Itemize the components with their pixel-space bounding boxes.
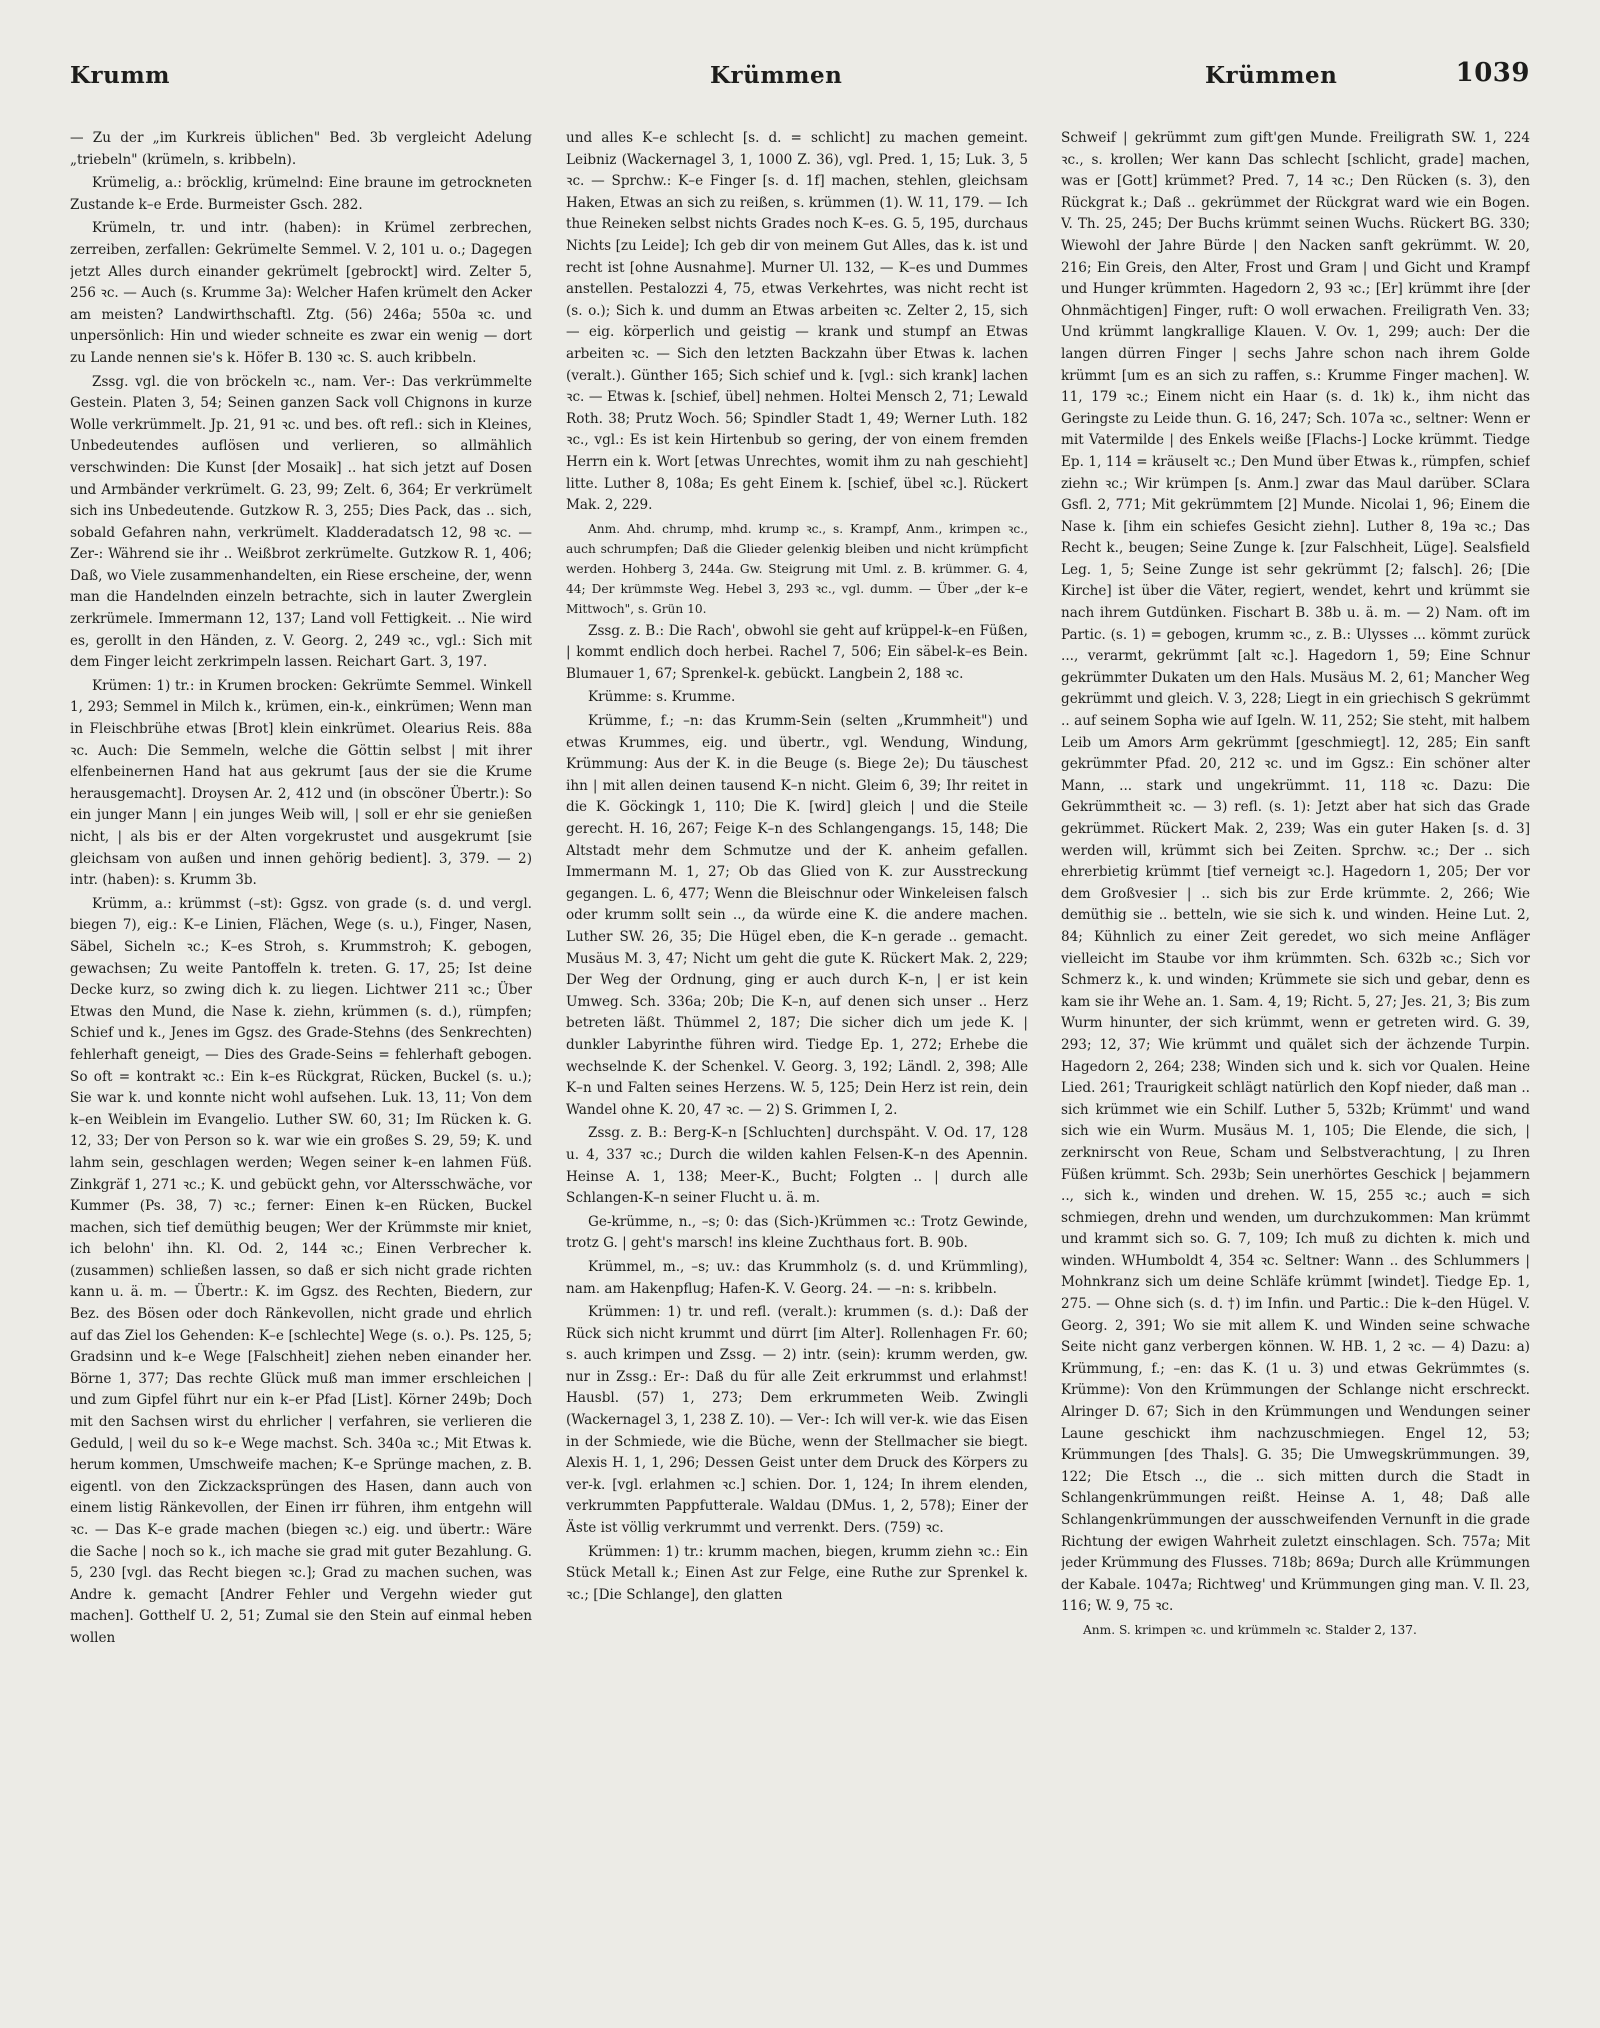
entry-paragraph: Krümm, a.: krümmst (–st): Ggsz. von grade (s. d. und vergl. biegen 7), eig.: K–e Linien, Flächen, Wege (s. u.), Finger, Nasen, Säbel, Sicheln ꝛc.; K–es Stroh, s. Krummstroh; K. gebogen, gewachsen; Zu weite Pantoffeln k. treten. G. 17, 25; Ist deine Decke kurz, so zwing dich k. zu liegen. Lichtwer 211 ꝛc.; Über Etwas den Mund, die Nase k. ziehn, krümmen (s. d.), rümpfen; Schief und k., Jenes im Ggsz. des Grade-Stehns (des Senkrechten) fehlerhaft geneigt, — Dies des Grade-Seins = fehlerhaft gebogen. So oft = kontrakt ꝛc.: Ein k–es Rückgrat, Rücken, Buckel (s. u.); Sie war k. und konnte nicht wohl aufsehen. Luk. 13, 11; Von dem k–en Weiblein im Evangelio. Luther SW. 60, 31; Im Rücken k. G. 12, 33; Der von Person so k. war wie ein großes S. 29, 59; K. und lahm sein, geschlagen werden; Wegen seiner k–en lahmen Füß. Zinkgräf 1, 271 ꝛc.; K. und gebückt gehn, vor Altersschwäche, vor Kummer (Ps. 38, 7) ꝛc.; ferner: Einen k–en Rücken, Buckel machen, sich tief demüthig beugen; Wer der Krümmste mir kniet, ich belohn' ihn. Kl. Od. 2, 144 ꝛc.; Einen Verbrecher k. (zusammen) schließen lassen, so daß er sich nicht grade richten kann u. ä. m. — Übertr.: K. im Ggsz. des Rechten, Biedern, zur Bez. des Bösen oder doch Ränkevollen, nicht grade und ehrlich auf das Ziel los Gehenden: K–e [schlechte] Wege (s. o.). Ps. 125, 5; Gradsinn und k–e Wege [Falschheit] ziehen neben einander her. Börne 1, 377; Das rechte Glück muß man immer erschleichen | und zum Gipfel führt nur ein k–er Pfad [List]. Körner 249b; Doch mit den Sachsen wirst du ehrlicher | verfahren, sie verlieren die Geduld, | weil du so k–e Wege machst. Sch. 340a ꝛc.; Mit Etwas k. herum kommen, Umschweife machen; K–e Sprünge machen, z. B. eigentl. von den Zickzacksprüngen des Hasen, dann auch von einem listig Ränkevollen, der Einen irr führen, ihm entgehn will ꝛc. — Das K–e grade machen (biegen ꝛc.) eig. und übertr.: Wäre die Sache | noch so k., ich mache sie grad mit guter Bezahlung. G. 5, 230 [vgl. das Recht biegen ꝛc.]; Grad zu machen suchen, was Andre k. gemacht [Andrer Fehler und Vergehn wieder gut machen]. Gotthelf U. 2, 51; Zumal sie den Stein auf einmal heben wollen xyxy=(70,895,532,1646)
entry-paragraph: Ge-krümme, n., –s; 0: das (Sich-)Krümmen ꝛc.: Trotz Gewinde, trotz G. | geht's marsch! ins kleine Zuchthaus fort. B. 90b. xyxy=(566,1213,1028,1252)
column-middle xyxy=(566,128,1028,2008)
entry-paragraph: Schweif | gekrümmt zum gift'gen Munde. Freiligrath SW. 1, 224 ꝛc., s. krollen; Wer kann Das schlecht [schlicht, grade] machen, was er [Gott] krümmet? Pred. 7, 14 ꝛc.; Den Rücken (s. 3), den Rückgrat k.; Daß .. gekrümmet der Rückgrat ward wie ein Bogen. V. Th. 25, 245; Der Buchs krümmt seinen Wuchs. Rückert BG. 330; Wiewohl der Jahre Bürde | den Nacken sanft gekrümmt. W. 20, 216; Ein Greis, den Alter, Frost und Gram | und Gicht und Krampf und Hunger krümmten. Hagedorn 2, 93 ꝛc.; [Er] krümmt ihre [der Ohnmächtigen] Finger, ruft: O woll erwachen. Freiligrath Ven. 33; Und krümmt langkrallige Klauen. V. Ov. 1, 299; auch: Der die langen dürren Finger | sechs Jahre schon nach ihrem Golde krümmt [um es an sich zu raffen, s.: Krumme Finger machen]. W. 11, 179 ꝛc.; Einem nicht ein Haar (s. d. 1k) k., ihm nicht das Geringste zu Leide thun. G. 16, 247; Sch. 107a ꝛc., seltner: Wenn er mit Vatermilde | des Enkels weiße [Flachs-] Locke krümmt. Tiedge Ep. 1, 114 = kräuselt ꝛc.; Den Mund über Etwas k., rümpfen, schief ziehn ꝛc.; Wir krümpen [s. Anm.] zwar das Maul darüber. SClara Gsfl. 2, 771; Mit gekrümmtem [2] Munde. Nicolai 1, 96; Einem die Nase k. [ihm ein schiefes Gesicht ziehn]. Luther 8, 19a ꝛc.; Das Recht k., beugen; Seine Zunge k. [zur Falschheit, Lüge]. Sealsfield Leg. 1, 5; Seine Zunge ist sehr gekrümmt [2; falsch]. 26; [Die Kirche] ist über die Väter, regiert, wendet, kehrt und krümmt sie nach ihrem Gutdünken. Fischart B. 38b u. ä. m. — 2) Nam. oft im Partic. (s. 1) = gebogen, krumm ꝛc., z. B.: Ulysses ... kömmt zurück ..., verarmt, gekrümmt [alt ꝛc.]. Hagedorn 1, 59; Eine Schnur gekrümmter Dukaten um den Hals. Musäus M. 2, 61; Mancher Weg gekrümmt und gleich. V. 3, 228; Liegt in ein griechisch S gekrümmt .. auf seinem Sopha wie auf Igeln. W. 11, 252; Sie steht, mit halbem Leib um Amors Arm gekrümmt [geschmiegt]. 12, 285; Ein sanft gekrümmter Pfad. 20, 212 ꝛc. und im Ggsz.: Ein schöner alter Mann, ... stark und ungekrümmt. 11, 118 ꝛc. Dazu: Die Gekrümmtheit ꝛc. — 3) refl. (s. 1): Jetzt aber hat sich das Grade gekrümmet. Rückert Mak. 2, 239; Was ein guter Haken [s. d. 3] werden will, krümmt sich bei Zeiten. Sprchw. ꝛc.; Der .. sich ehrerbietig krümmt [tief verneigt ꝛc.]. Hagedorn 1, 205; Der vor dem Großvesier | .. sich bis zur Erde krümmte. 2, 266; Wie demüthig sie .. betteln, wie sie sich k. und winden. Heine Lut. 2, 84; Kühnlich zu einer Zeit geredet, wo sich meine Anfläger vielleicht im Staube vor ihm krümmten. Sch. 632b ꝛc.; Sich vor Schmerz k., k. und winden; Krümmete sie sich und gebar, denn es kam sie ihr Wehe an. 1. Sam. 4, 19; Richt. 5, 27; Jes. 21, 3; Bis zum Wurm hinunter, der sich krümmt, wenn er getreten wird. G. 39, 293; 12, 37; Wie krümmt und quälet sich der ächzende Turpin. Hagedorn 2, 264; 238; Winden sich und k. sich vor Qualen. Heine Lied. 261; Traurigkeit schlägt natürlich den Kopf nieder, daß man .. sich krümmet wie ein Schilf. Luther 5, 532b; Krümmt' und wand sich wie ein Wurm. Musäus M. 1, 105; Die Elende, die sich, | zerknirscht von Reue, Scham und Selbstverachtung, | zu Ihren Füßen krümmt. Sch. 293b; Sein unerhörtes Geschick | bejammern .., sich k., winden und drehen. W. 15, 255 ꝛc.; auch = sich schmiegen, drehn und wenden, um durchzukommen: Man krümmt und krammt sich so. G. 7, 109; Ich muß zu dichten k. mich und winden. WHumboldt 4, 354 ꝛc. Seltner: Wann .. des Schlummers | Mohnkranz sich um deine Schläfe krümmt [windet]. Tiedge Ep. 1, 275. — Ohne sich (s. d. †) im Infin. und Partic.: Die k–den Hügel. V. Georg. 2, 391; Wo sie mit allem K. und Winden seine schwache Seite nicht ganz verbergen können. W. HB. 1, 2 ꝛc. — 4) Dazu: a) Krümmung, f.; –en: das K. (1 u. 3) und etwas Gekrümmtes (s. Krümme): Von den Krümmungen der Schlange nicht erschreckt. Alringer D. 67; Sich in den Krümmungen und Wendungen seiner Laune geschickt ihm nachzuschmiegen. Engel 12, 53; Krümmungen [des Thals]. G. 35; Die Umwegskrümmungen. 39, 122; Die Etsch .., die .. sich mitten durch die Stadt in Schlangenkrümmungen reißt. Heinse A. 1, 48; Daß alle Schlangenkrümmungen der ausschweifenden Vernunft in die grade Richtung der ewigen Wahrheit zuletzt einschlagen. Sch. 757a; Mit jeder Krümmung des Flusses. 718b; 869a; Durch alle Krümmungen der Kabale. 1047a; Richtweg' und Krümmungen ging man. V. Il. 23, 116; W. 9, 75 ꝛc. xyxy=(1061,130,1530,1615)
entry-paragraph: Krümeln, tr. und intr. (haben): in Krümel zerbrechen, zerreiben, zerfallen: Gekrümelte Semmel. V. 2, 101 u. o.; Dagegen jetzt Alles durch einander gekrümelt [gebrockt] wird. Zelter 5, 256 ꝛc. — Auch (s. Krumme 3a): Welcher Hafen krümelt den Acker am meisten? Landwirthschaftl. Ztg. (56) 246a; 550a ꝛc. und unpersönlich: Hin und wieder schneite es zwar ein wenig — dort zu Lande nennen sie's k. Höfer B. 130 ꝛc. S. auch kribbeln. xyxy=(70,220,532,366)
column-left xyxy=(70,128,532,2008)
header-right-word: Krümmen xyxy=(1205,62,1338,89)
entry-paragraph: Krümmen: 1) tr.: krumm machen, biegen, krumm ziehn ꝛc.: Ein Stück Metall k.; Einen Ast zur Felge, eine Ruthe zur Sprenkel k. ꝛc.; [Die Schlange], den glatten xyxy=(566,1543,1028,1603)
page-number: 1039 xyxy=(1455,58,1530,88)
entry-paragraph: Zssg. z. B.: Die Rach', obwohl sie geht auf krüppel-k–en Füßen, | kommt endlich doch herbei. Rachel 7, 506; Ein säbel-k–es Bein. Blumauer 1, 67; Sprenkel-k. gebückt. Langbein 2, 188 ꝛc. xyxy=(566,622,1028,682)
entry-paragraph: Zssg. z. B.: Berg-K–n [Schluchten] durchspäht. V. Od. 17, 128 u. 4, 337 ꝛc.; Durch die wilden kahlen Felsen-K–n des Apennin. Heinse A. 1, 138; Meer-K., Bucht; Folgten .. | durch alle Schlangen-K–n seiner Flucht u. ä. m. xyxy=(566,1125,1028,1207)
entry-paragraph: Krümme, f.; –n: das Krumm-Sein (selten „Krummheit") und etwas Krummes, eig. und übertr., vgl. Wendung, Windung, Krümmung: Aus der K. in die Beuge (s. Biege 2e); Du täuschest ihn | mit allen deinen tausend K–n nicht. Gleim 6, 39; Ihr reitet in die K. Göckingk 1, 110; Die K. [wird] gleich | und die Steile gerecht. H. 16, 267; Feige K–n des Schlangengangs. 15, 148; Die Altstadt mehr dem Schmutze und der K. anheim gefallen. Immermann M. 1, 27; Ob das Glied von K. zur Ausstreckung gegangen. L. 6, 477; Wenn die Bleischnur oder Winkeleisen falsch oder krumm sollt sein .., da würde eine K. die andere machen. Luther SW. 26, 35; Die Hügel eben, die K–n gerade .. gemacht. Musäus M. 3, 47; Nicht um geht die gute K. Rückert Mak. 2, 229; Der Weg der Ordnung, ging er auch durch K–n, | er ist kein Umweg. Sch. 336a; 20b; Die K–n, auf denen sich unser .. Herz betreten läßt. Thümmel 2, 187; Die sicher dich um jede K. | dunkler Labyrinthe führen wird. Tiedge Ep. 1, 272; Erhebe die wechselnde K. der Schenkel. V. Georg. 3, 192; Ländl. 2, 398; Alle K–n und Falten seines Herzens. W. 5, 125; Dein Herz ist rein, dein Wandel ohne K. 20, 47 ꝛc. — 2) S. Grimmen I, 2. xyxy=(566,713,1028,1118)
entry-paragraph: Krümen: 1) tr.: in Krumen brocken: Gekrümte Semmel. Winkell 1, 293; Semmel in Milch k., krümen, ein-k., einkrümen; Wenn man in Fleischbrühe etwas [Brot] klein einkrümet. Olearius Reis. 88a ꝛc. Auch: Die Semmeln, welche die Göttin selbst | mit ihrer elfenbeinernen Hand hat aus gekrumt [aus der sie die Krume herausgemacht]. Droysen Ar. 2, 412 und (in obscöner Übertr.): So ein junger Mann | ein junges Weib will, | soll er ehr sie genießen nicht, | als bis er der Alten vorgekrustet und ausgekrumt [sie gleichsam von außen und innen gehörig bedient]. 3, 379. — 2) intr. (haben): s. Krumm 3b. xyxy=(70,677,532,889)
note-paragraph: Anm. Ahd. chrump, mhd. krump ꝛc., s. Krampf, Anm., krimpen ꝛc., auch schrumpfen; Daß die Glieder gelenkig bleiben und nicht krümpficht werden. Hohberg 3, 244a. Gw. Steigrung mit Uml. z. B. krümmer. G. 4, 44; Der krümmste Weg. Hebel 3, 293 ꝛc., vgl. dumm. — Über „der k–e Mittwoch", s. Grün 10. xyxy=(566,521,1028,616)
column-right xyxy=(1061,128,1530,2008)
entry-paragraph: Krümmel, m., –s; uv.: das Krummholz (s. d. und Krümmling), nam. am Hakenpflug; Hafen-K. V. Georg. 24. — –n: s. kribbeln. xyxy=(566,1258,1028,1297)
entry-paragraph: Krümmen: 1) tr. und refl. (veralt.): krummen (s. d.): Daß der Rück sich nicht krummt und dürrt [im Alter]. Rollenhagen Fr. 60; s. auch krimpen und Zssg. — 2) intr. (sein): krumm werden, gw. nur in Zssg.: Er-: Daß du für alle Zeit erkrummst und erlahmst! Hausbl. (57) 1, 273; Dem erkrummeten Weib. Zwingli (Wackernagel 3, 1, 238 Z. 10). — Ver-: Ich will ver-k. wie das Eisen in der Schmiede, wie die Büche, wenn der Stellmacher sie biegt. Alexis H. 1, 1, 296; Dessen Geist unter dem Druck des Körpers zu ver-k. [vgl. erlahmen ꝛc.] schien. Dor. 1, 124; In ihrem elenden, verkrummten Pappfutterale. Waldau (DMus. 1, 2, 578); Einer der Äste ist völlig verkrummt und verrenkt. Ders. (759) ꝛc. xyxy=(566,1304,1028,1537)
note-paragraph: Anm. S. krimpen ꝛc. und krümmeln ꝛc. Stalder 2, 137. xyxy=(1083,1622,1417,1637)
header-middle-word: Krümmen xyxy=(710,62,843,89)
running-header xyxy=(70,58,1530,102)
header-left-word: Krumm xyxy=(70,62,171,89)
text-columns xyxy=(70,128,1530,2008)
entry-paragraph: Krümme: s. Krumme. xyxy=(588,689,736,706)
entry-paragraph: und alles K–e schlecht [s. d. = schlicht] zu machen gemeint. Leibniz (Wackernagel 3, 1, 1000 Z. 36), vgl. Pred. 1, 15; Luk. 3, 5 ꝛc. — Sprchw.: K–e Finger [s. d. 1f] machen, stehlen, gleichsam Haken, Etwas an sich zu reißen, s. krümmen (1). W. 11, 179. — Ich thue Reineken selbst nichts Grades noch K–es. G. 5, 195, durchaus Nichts [zu Leide]; Ich geb dir von meinem Gut Alles, das k. ist und recht ist [ohne Ausnahme]. Murner Ul. 132, — K–es und Dummes anstellen. Pestalozzi 4, 75, etwas Verkehrtes, was nicht recht ist (s. o.); Sich k. und dumm an Etwas arbeiten ꝛc. Zelter 2, 15, sich — eig. körperlich und geistig — krank und stumpf an Etwas arbeiten ꝛc. — Sich den letzten Backzahn über Etwas k. lachen (veralt.). Günther 165; Sich schief und k. [vgl.: sich krank] lachen ꝛc. — Etwas k. [schief, übel] nehmen. Holtei Mensch 2, 71; Lewald Roth. 38; Prutz Woch. 56; Spindler Stadt 1, 49; Werner Luth. 182 ꝛc., vgl.: Es ist kein Hirtenbub so gering, der von einem fremden Herrn ein k. Wort [etwas Unrechtes, womit ihm zu nah geschieht] litte. Luther 8, 108a; Es geht Einem k. [schief, übel ꝛc.]. Rückert Mak. 2, 229. xyxy=(566,130,1028,514)
entry-paragraph: Zssg. vgl. die von bröckeln ꝛc., nam. Ver-: Das verkrümmelte Gestein. Platen 3, 54; Seinen ganzen Sack voll Chignons in kurze Wolle verkrümmelt. Jp. 21, 91 ꝛc. und bes. oft refl.: sich in Kleines, Unbedeutendes auflösen und verlieren, so allmählich verschwinden: Die Kunst [der Mosaik] .. hat sich jetzt auf Dosen und Armbänder verkrümelt. G. 23, 99; Zelt. 6, 364; Er verkrümelt sich ins Unbedeutende. Gutzkow R. 3, 255; Dies Pack, das .. sich, sobald Gefahren nahn, verkrümelt. Kladderadatsch 12, 98 ꝛc. — Zer-: Während sie ihr .. Weißbrot zerkrümelte. Gutzkow R. 1, 406; Daß, wo Viele zusammenhandelten, ein Riese erscheine, der, wenn man die Handelnden einzeln betrachte, sich in lauter Zwerglein zerkrümele. Immermann 12, 137; Land voll Fettigkeit. .. Nie wird es, gerollt in den Händen, z. V. Georg. 2, 249 ꝛc., vgl.: Sich mit dem Finger leicht zerkrimpeln lassen. Reichart Gart. 3, 197. xyxy=(70,373,532,671)
entry-paragraph: — Zu der „im Kurkreis üblichen" Bed. 3b vergleicht Adelung „triebeln" (krümeln, s. kribbeln). xyxy=(70,130,532,168)
entry-paragraph: Krümelig, a.: bröcklig, krümelnd: Eine braune im getrockneten Zustande k–e Erde. Burmeister Gsch. 282. xyxy=(70,175,532,213)
